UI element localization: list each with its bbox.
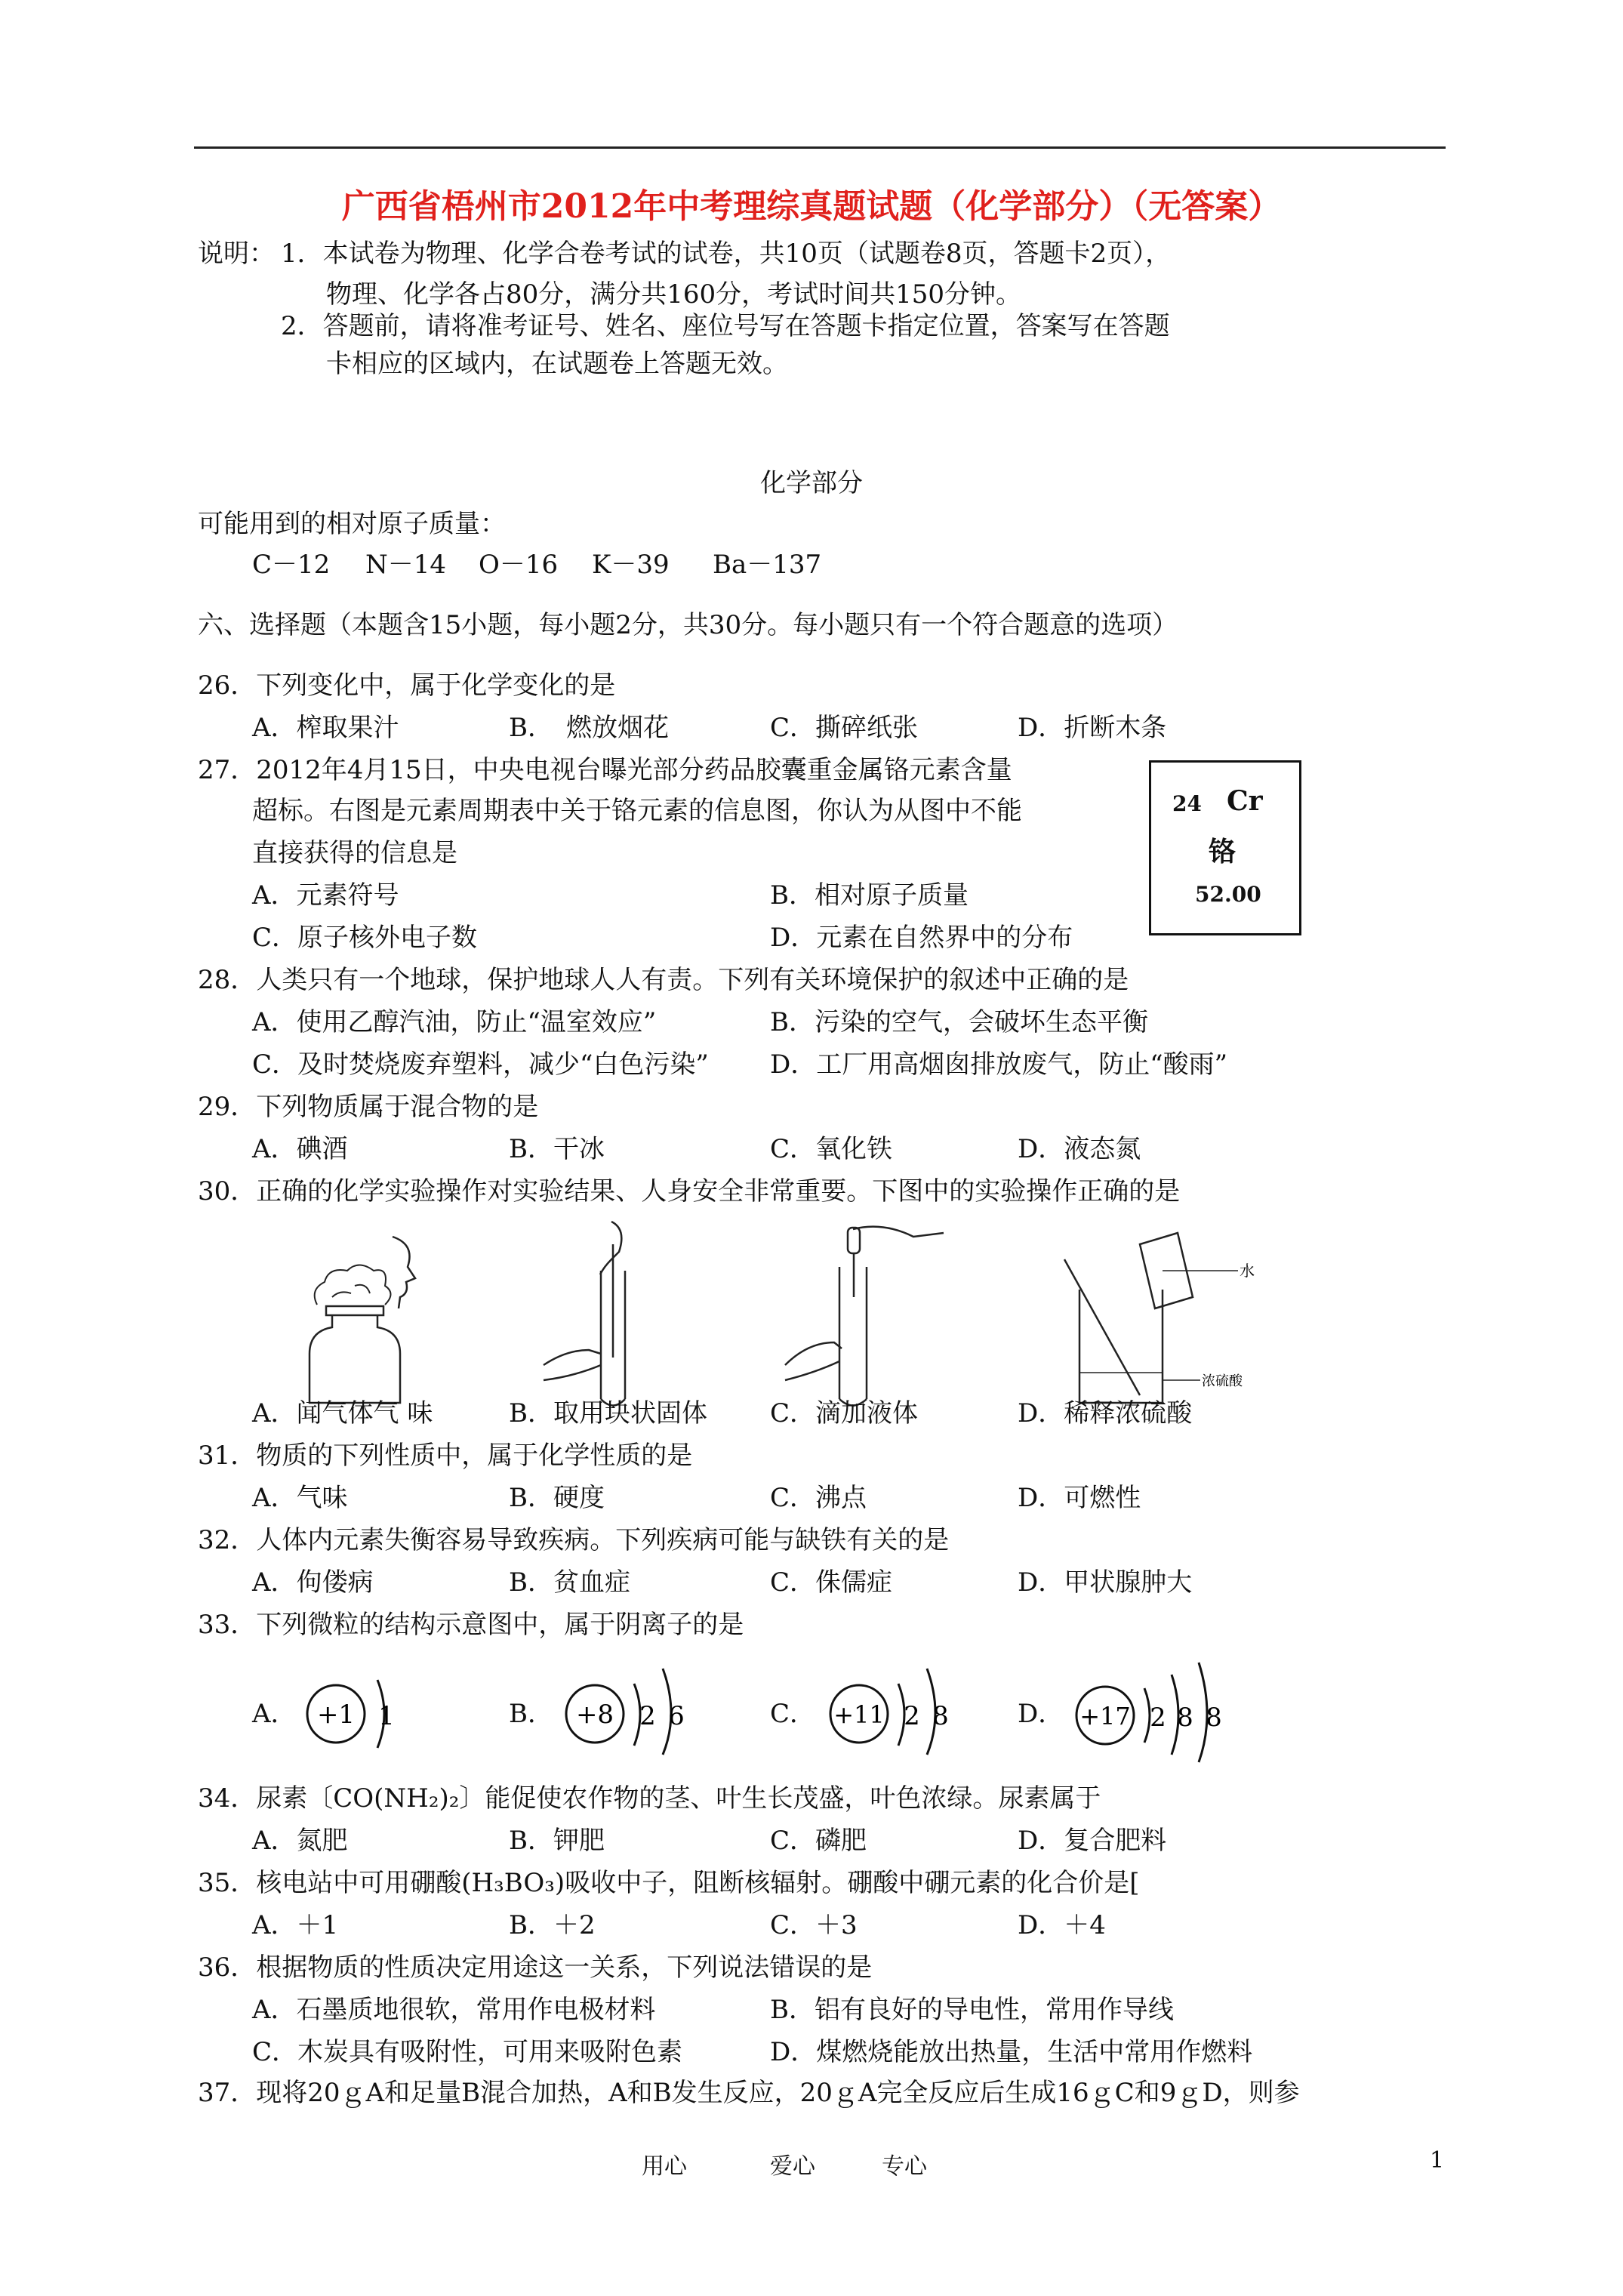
- question-27-option-d: D．元素在自然界中的分布: [770, 923, 1073, 953]
- atomic-mass-label: 可能用到的相对原子质量：: [198, 509, 506, 539]
- element-symbol: Cr: [1227, 785, 1263, 817]
- question-29-option-d: D．液态氮: [1018, 1134, 1141, 1164]
- atomic-mass-o: O－16: [479, 550, 559, 580]
- question-33-stem: 33．下列微粒的结构示意图中，属于阴离子的是: [198, 1610, 744, 1640]
- particle-d-diagram: [1069, 1658, 1250, 1764]
- question-35-option-a: A．＋1: [252, 1910, 339, 1940]
- footer-text-3: 专心: [882, 2153, 927, 2180]
- question-26-option-a: A．榨取果汁: [252, 713, 399, 743]
- question-31-option-b: B．硬度: [509, 1483, 605, 1513]
- question-30-stem: 30．正确的化学实验操作对实验结果、人身安全非常重要。下图中的实验操作正确的是: [198, 1176, 1181, 1207]
- particle-c-shell-2: 8: [932, 1701, 949, 1731]
- notes-item2-line2: 卡相应的区域内，在试题卷上答题无效。: [326, 349, 788, 379]
- question-34-option-d: D．复合肥料: [1018, 1826, 1167, 1856]
- particle-d-shell-3: 8: [1206, 1703, 1222, 1733]
- footer-text-1: 用心: [642, 2153, 687, 2180]
- particle-a-shell-1: 1: [378, 1701, 395, 1731]
- question-36-option-b: B．铝有良好的导电性，常用作导线: [770, 1995, 1174, 2025]
- element-name: 铬: [1209, 836, 1236, 868]
- question-27-option-b: B．相对原子质量: [770, 880, 969, 911]
- question-27-option-c: C．原子核外电子数: [252, 923, 478, 953]
- question-26-stem: 26．下列变化中，属于化学变化的是: [198, 670, 616, 701]
- question-35-option-c: C．＋3: [770, 1910, 858, 1940]
- question-30-option-c: C．滴加液体: [770, 1398, 919, 1428]
- question-36-option-c: C．木炭具有吸附性，可用来吸附色素: [252, 2037, 683, 2067]
- acid-label: 浓硫酸: [1202, 1373, 1243, 1389]
- question-34-option-a: A．氮肥: [252, 1826, 348, 1856]
- question-31-option-d: D．可燃性: [1018, 1483, 1141, 1513]
- particle-d-shell-1: 2: [1150, 1703, 1166, 1733]
- question-34-option-b: B．钾肥: [509, 1826, 605, 1856]
- question-35-option-d: D．＋4: [1018, 1910, 1106, 1940]
- question-32-option-d: D．甲状腺肿大: [1018, 1567, 1193, 1598]
- question-34-stem: 34．尿素〔CO(NH₂)₂〕能促使农作物的茎、叶生长茂盛，叶色浓绿。尿素属于: [198, 1783, 1101, 1814]
- notes-label: 说明：: [198, 239, 275, 269]
- question-31-option-a: A．气味: [252, 1483, 348, 1513]
- question-30-option-b: B．取用块状固体: [509, 1398, 707, 1428]
- water-label: 水: [1240, 1262, 1255, 1280]
- question-30-option-a: A．闻气体气 味: [252, 1398, 433, 1428]
- footer-text-2: 爱心: [770, 2153, 815, 2180]
- atomic-mass-ba: Ba－137: [713, 550, 822, 580]
- question-32-stem: 32．人体内元素失衡容易导致疾病。下列疾病可能与缺铁有关的是: [198, 1525, 950, 1555]
- notes-item2-line1: 2．答题前，请将准考证号、姓名、座位号写在答题卡指定位置，答案写在答题: [281, 311, 1170, 341]
- particle-d-shell-2: 8: [1177, 1703, 1193, 1733]
- question-35-stem: 35．核电站中可用硼酸(H₃BO₃)吸收中子，阻断核辐射。硼酸中硼元素的化合价是[: [198, 1868, 1140, 1898]
- particle-b-nucleus: +8: [575, 1700, 614, 1730]
- question-32-option-c: C．侏儒症: [770, 1567, 893, 1598]
- particle-b-shell-2: 6: [668, 1701, 685, 1731]
- question-37-stem: 37．现将20ｇA和足量B混合加热，A和B发生反应，20ｇA完全反应后生成16ｇC和9ｇD，则参: [198, 2078, 1300, 2108]
- particle-b-shell-1: 2: [639, 1701, 656, 1731]
- atomic-mass-c: C－12: [252, 550, 331, 580]
- dilute-acid-figure: [1049, 1229, 1276, 1410]
- question-35-option-b: B．＋2: [509, 1910, 596, 1940]
- question-29-option-b: B．干冰: [509, 1134, 605, 1164]
- particle-a-diagram: [302, 1669, 415, 1759]
- question-26-option-d: D．折断木条: [1018, 713, 1167, 743]
- question-34-option-c: C．磷肥: [770, 1826, 867, 1856]
- question-36-option-a: A．石墨质地很软，常用作电极材料: [252, 1995, 656, 2025]
- question-29-option-c: C．氧化铁: [770, 1134, 893, 1164]
- question-26-option-c: C．撕碎纸张: [770, 713, 919, 743]
- question-28-option-c: C．及时焚烧废弃塑料，减少“白色污染”: [252, 1049, 709, 1080]
- question-28-option-a: A．使用乙醇汽油，防止“温室效应”: [252, 1007, 657, 1037]
- question-33-option-d: D．: [1018, 1699, 1064, 1729]
- question-33-option-a: A．: [252, 1699, 297, 1729]
- particle-c-diagram: [823, 1661, 974, 1759]
- page-number: 1: [1430, 2147, 1445, 2174]
- question-33-option-b: B．: [509, 1699, 553, 1729]
- question-36-stem: 36．根据物质的性质决定用途这一关系，下列说法错误的是: [198, 1952, 873, 1983]
- question-28-option-d: D．工厂用高烟囱排放废气，防止“酸雨”: [770, 1049, 1228, 1080]
- part-heading: 六、选择题（本题含15小题，每小题2分，共30分。每小题只有一个符合题意的选项）: [198, 610, 1178, 640]
- smell-gas-figure: [294, 1222, 438, 1410]
- question-27-option-a: A．元素符号: [252, 880, 399, 911]
- question-29-stem: 29．下列物质属于混合物的是: [198, 1092, 539, 1122]
- particle-c-nucleus: +11: [833, 1700, 885, 1729]
- header-rule: [194, 146, 1446, 149]
- atomic-mass-n: N－14: [365, 550, 447, 580]
- question-28-stem: 28．人类只有一个地球，保护地球人人有责。下列有关环境保护的叙述中正确的是: [198, 965, 1129, 995]
- question-29-option-a: A．碘酒: [252, 1134, 348, 1164]
- take-solid-figure: [528, 1214, 672, 1410]
- notes-item1-line2: 物理、化学各占80分，满分共160分，考试时间共150分钟。: [326, 279, 1022, 310]
- question-28-option-b: B．污染的空气，会破坏生态平衡: [770, 1007, 1148, 1037]
- particle-b-diagram: [559, 1661, 710, 1759]
- atomic-mass-k: K－39: [592, 550, 670, 580]
- question-26-option-b: B． 燃放烟花: [509, 713, 669, 743]
- element-card-chromium: [1149, 760, 1301, 935]
- question-33-option-c: C．: [770, 1699, 816, 1729]
- question-27-stem-line3: 直接获得的信息是: [252, 838, 457, 868]
- element-number: 24: [1172, 791, 1202, 816]
- question-36-option-d: D．煤燃烧能放出热量，生活中常用作燃料: [770, 2037, 1253, 2067]
- question-32-option-b: B．贫血症: [509, 1567, 630, 1598]
- question-31-option-c: C．沸点: [770, 1483, 867, 1513]
- element-mass: 52.00: [1195, 882, 1261, 907]
- page-title: 广西省梧州市2012年中考理综真题试题（化学部分）（无答案）: [341, 187, 1282, 226]
- question-27-stem-line2: 超标。右图是元素周期表中关于铬元素的信息图，你认为从图中不能: [252, 796, 1022, 826]
- question-27-stem: 27．2012年4月15日，中央电视台曝光部分药品胶囊重金属铬元素含量: [198, 755, 1012, 785]
- notes-item1-line1: 1．本试卷为物理、化学合卷考试的试卷，共10页（试题卷8页，答题卡2页），: [281, 239, 1172, 269]
- particle-a-nucleus: +1: [316, 1700, 356, 1730]
- particle-c-shell-1: 2: [904, 1701, 920, 1731]
- question-32-option-a: A．佝偻病: [252, 1567, 374, 1598]
- add-liquid-figure: [770, 1214, 951, 1410]
- question-30-option-d: D．稀释浓硫酸: [1018, 1398, 1193, 1428]
- question-31-stem: 31．物质的下列性质中，属于化学性质的是: [198, 1441, 693, 1471]
- particle-d-nucleus: +17: [1079, 1702, 1131, 1730]
- section-title: 化学部分: [760, 468, 863, 498]
